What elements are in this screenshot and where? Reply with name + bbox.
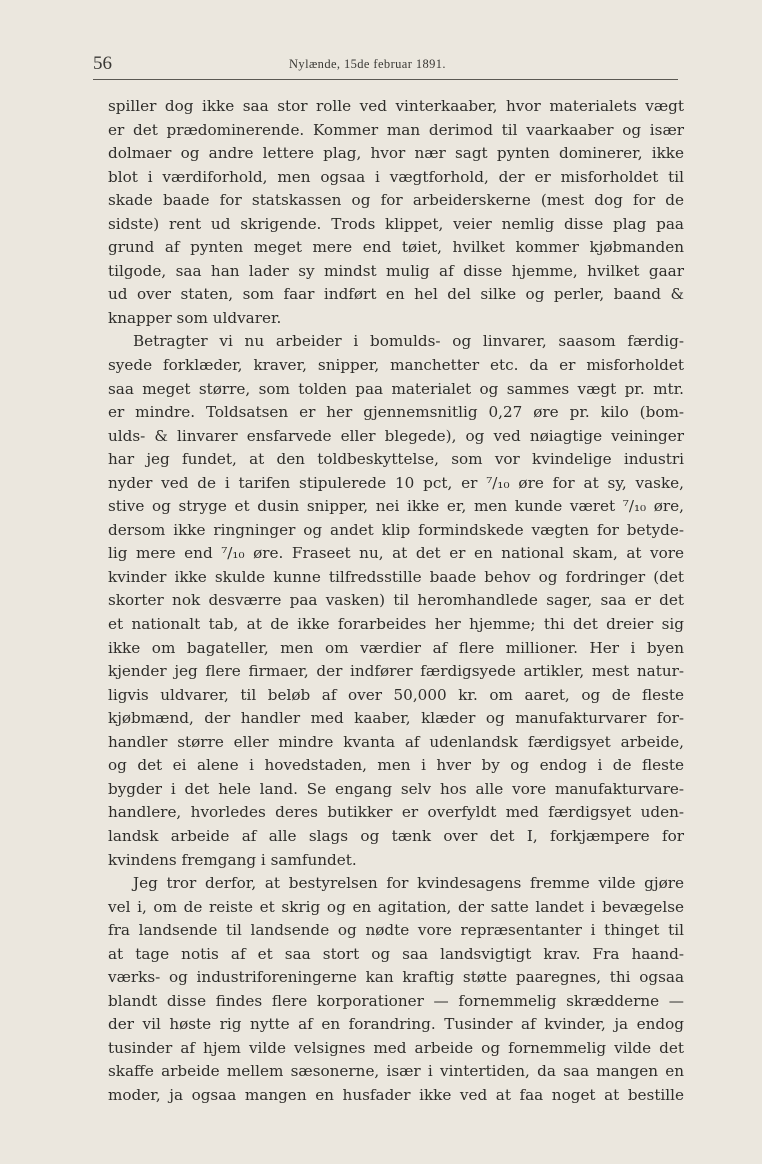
text-line: saa meget større, som tolden paa materialet og sammes vægt pr. mtr. [108, 379, 684, 398]
text-line: bygder i det hele land. Se engang selv hos alle vore manufakturvare- [108, 779, 684, 798]
text-line: moder, ja ogsaa mangen en husfader ikke ved at faa noget at bestille [108, 1085, 684, 1104]
text-line: handler større eller mindre kvanta af udenlandsk færdigsyet arbeide, [108, 732, 684, 751]
text-line: kvinder ikke skulde kunne tilfredsstille baade behov og fordringer (det [108, 567, 684, 586]
text-line: vel i, om de reiste et skrig og en agitation, der satte landet i bevægelse [108, 897, 684, 916]
text-line: tilgode, saa han lader sy mindst mulig af disse hjemme, hvilket gaar [108, 261, 684, 280]
text-line: kvindens fremgang i samfundet. [108, 850, 357, 869]
text-line: dolmaer og andre lettere plag, hvor nær sagt pynten dominerer, ikke [108, 144, 684, 163]
text-line: blot i værdiforhold, men ogsaa i vægtforhold, der er misforholdet til [108, 167, 684, 186]
text-line: knapper som uldvarer. [108, 308, 282, 327]
paragraph-start-line: Betragter vi nu arbeider i bomulds- og linvarer, saasom færdig- [133, 332, 684, 351]
text-line: og det ei alene i hovedstaden, men i hver by og endog i de fleste [108, 756, 684, 775]
text-line: nyder ved de i tarifen stipulerede 10 pct, er ⁷/₁₀ øre for at sy, vaske, [108, 473, 684, 492]
text-line: skorter nok desværre paa vasken) til heromhandlede sager, saa er det [108, 591, 684, 610]
text-line: kjender jeg flere firmaer, der indfører færdigsyede artikler, mest natur- [108, 662, 684, 681]
text-line: skaffe arbeide mellem sæsonerne, især i vintertiden, da saa mangen en [108, 1062, 684, 1081]
text-line: et nationalt tab, at de ikke forarbeides her hjemme; thi det dreier sig [108, 615, 684, 634]
text-line: stive og stryge et dusin snipper, nei ikke er, men kunde været ⁷/₁₀ øre, [108, 497, 684, 516]
text-line: fra landsende til landsende og nødte vore repræsentanter i thinget til [108, 921, 684, 940]
text-line: blandt disse findes flere korporationer — fornemmelig skrædderne — [108, 991, 684, 1010]
text-line: værks- og industriforeningerne kan kraftig støtte paaregnes, thi ogsaa [108, 968, 684, 987]
text-line: skade baade for statskassen og for arbeiderskerne (mest dog for de [108, 191, 684, 210]
text-line: sidste) rent ud skrigende. Trods klippet, veier nemlig disse plag paa [108, 214, 684, 233]
text-line: ulds- & linvarer ensfarvede eller blegede), og ved nøiagtige veininger [108, 426, 684, 445]
text-line: handlere, hvorledes deres butikker er overfyldt med færdigsyet uden- [108, 803, 684, 822]
text-line: tusinder af hjem vilde velsignes med arbeide og fornemmelig vilde det [108, 1038, 684, 1057]
text-line: ligvis uldvarer, til beløb af over 50,000 kr. om aaret, og de fleste [108, 685, 684, 704]
text-line: ikke om bagateller, men om værdier af flere millioner. Her i byen [108, 638, 684, 657]
page-header [93, 53, 678, 80]
text-line: er mindre. Toldsatsen er her gjennemsnitlig 0,27 øre pr. kilo (bom- [108, 403, 684, 422]
text-line: der vil høste rig nytte af en forandring. Tusinder af kvinder, ja endog [108, 1015, 684, 1034]
text-line: ud over staten, som faar indført en hel del silke og perler, baand & [108, 285, 684, 304]
text-line: grund af pynten meget mere end tøiet, hvilket kommer kjøbmanden [108, 238, 684, 257]
text-line: kjøbmænd, der handler med kaaber, klæder og manufakturvarer for- [108, 709, 684, 728]
page-number: 56 [93, 53, 112, 74]
text-line: dersom ikke ringninger og andet klip formindskede vægten for betyde- [108, 520, 684, 539]
text-line: landsk arbeide af alle slags og tænk over det I, forkjæmpere for [108, 826, 684, 845]
text-line: spiller dog ikke saa stor rolle ved vinterkaaber, hvor materialets vægt [108, 97, 684, 115]
text-line: syede forklæder, kraver, snipper, manchetter etc. da er misforholdet [108, 356, 684, 375]
paragraph-start-line: Jeg tror derfor, at bestyrelsen for kvindesagens fremme vilde gjøre [133, 874, 684, 893]
running-head: Nylænde, 15de februar 1891. [289, 57, 446, 71]
text-line: at tage notis af et saa stort og saa landsvigtigt krav. Fra haand- [108, 944, 684, 963]
body-text [108, 95, 684, 1108]
text-line: har jeg fundet, at den toldbeskyttelse, som vor kvindelige industri [108, 450, 684, 469]
text-line: lig mere end ⁷/₁₀ øre. Fraseet nu, at det er en national skam, at vore [108, 544, 684, 563]
text-line: er det prædominerende. Kommer man derimod til vaarkaaber og især [108, 120, 684, 139]
